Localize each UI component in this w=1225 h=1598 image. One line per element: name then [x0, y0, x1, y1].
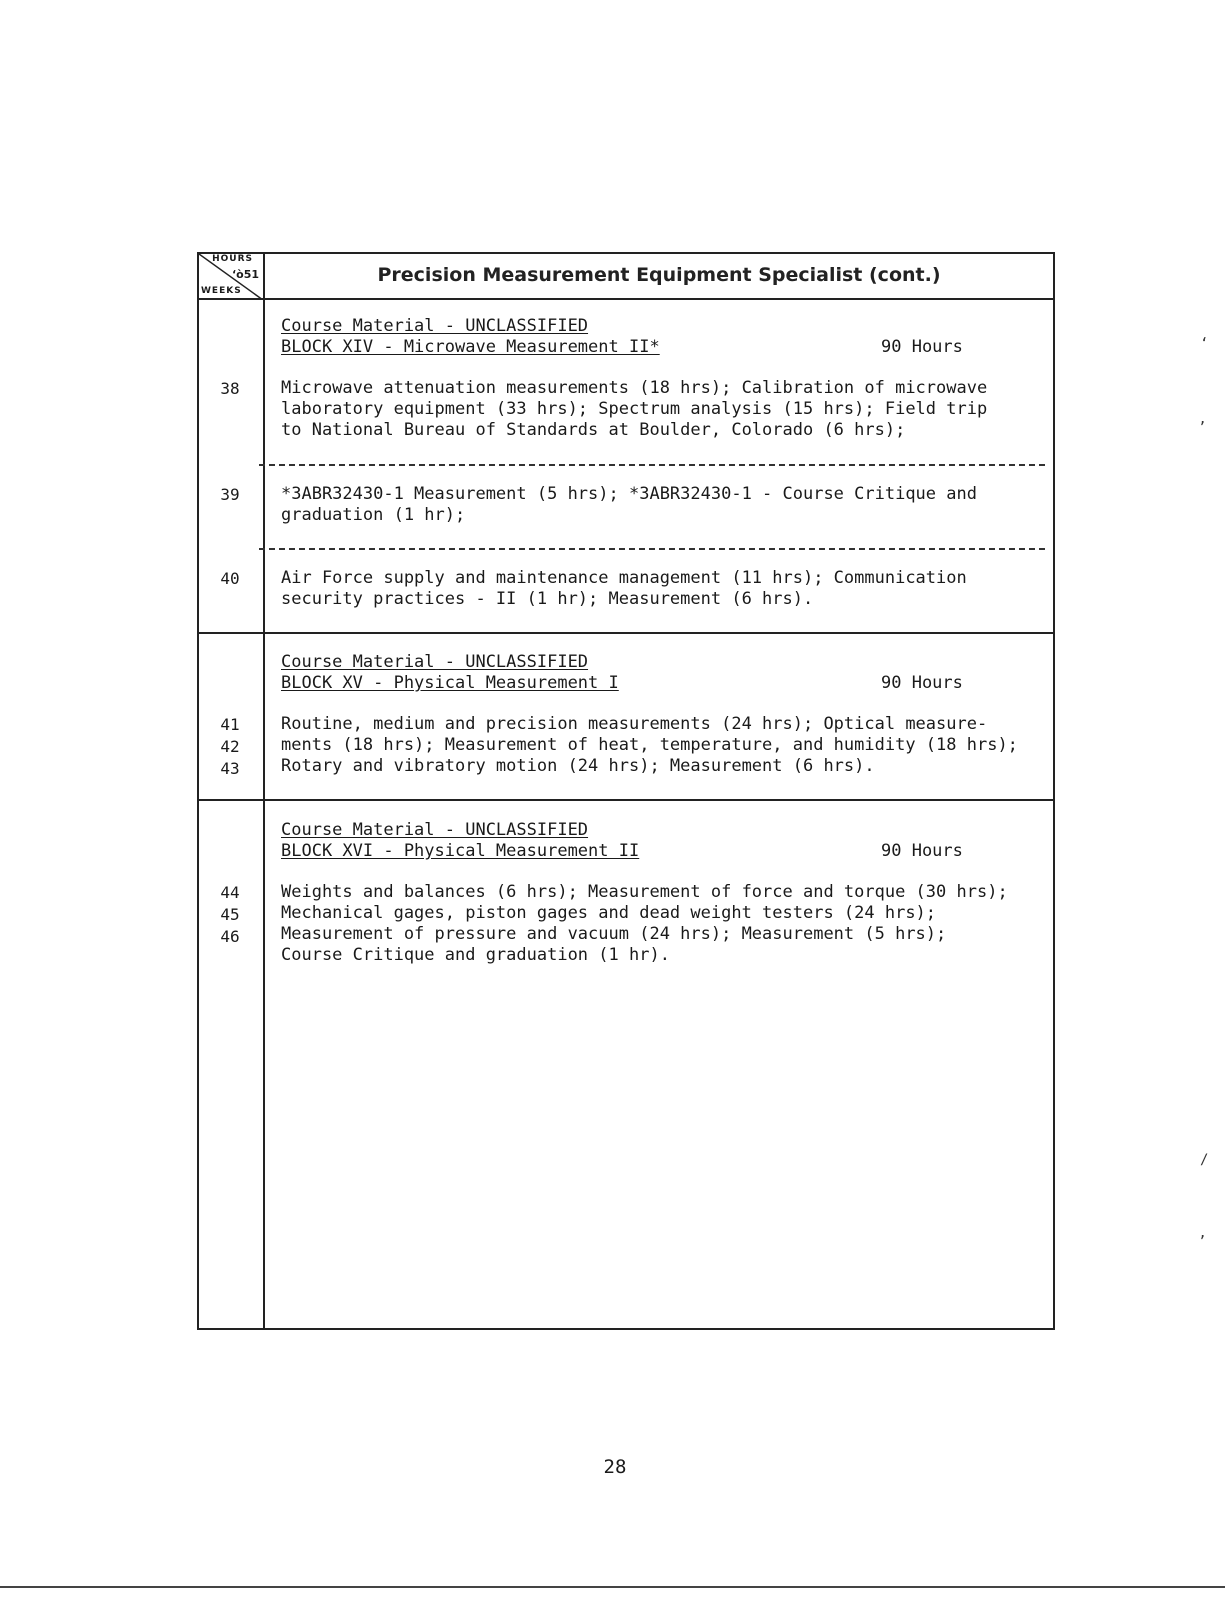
column-divider — [263, 254, 265, 1328]
page-number: 28 — [603, 1456, 627, 1478]
section-divider — [199, 632, 1053, 634]
block-xiv-description: Microwave attenuation measurements (18 hrs); Calibration of microwave laboratory equipment (33 hrs); Spectrum analysis (15 hrs); Field trip to National Bureau of Standards at Boulder, Colorado (6 hrs); — [281, 378, 988, 440]
week-numbers: 44 45 46 — [220, 883, 240, 946]
margin-mark: ’ — [1198, 1234, 1207, 1250]
week-numbers: 41 42 43 — [220, 715, 240, 778]
week-separator — [259, 548, 1045, 550]
block-xv-material: Course Material - UNCLASSIFIED — [281, 652, 589, 672]
block-xvi-description: Weights and balances (6 hrs); Measurement of force and torque (30 hrs); Mechanical gages, piston gages and dead weight testers (24 hrs); Measurement of pressure and vacuum (24 hrs); Measurement (5 hrs); Course Critique and graduation (1 hr). — [281, 882, 1008, 965]
curriculum-table — [197, 252, 1055, 1330]
block-xv-hours: 90 Hours — [881, 673, 963, 693]
week-separator — [259, 464, 1045, 466]
week-number: 38 — [220, 379, 240, 398]
block-xv-description: Routine, medium and precision measurements (24 hrs); Optical measure- ments (18 hrs); Measurement of heat, temperature, and humidity (18 hrs); Rotary and vibratory motion (24 hrs); Measurement (6 hrs). — [281, 714, 1018, 776]
table-title: Precision Measurement Equipment Specialist (cont.) — [377, 264, 941, 286]
corner-header-cell — [199, 254, 263, 300]
block-xvi-hours: 90 Hours — [881, 841, 963, 861]
block-xiv-title: BLOCK XIV - Microwave Measurement II* — [281, 337, 660, 357]
header-divider — [199, 298, 1053, 300]
week-number: 40 — [220, 569, 240, 588]
scan-edge-line — [0, 1586, 1225, 1588]
block-xv-title: BLOCK XV - Physical Measurement I — [281, 673, 619, 693]
block-xvi-material: Course Material - UNCLASSIFIED — [281, 820, 589, 840]
margin-mark: ‘ — [1200, 336, 1209, 352]
corner-label-hours: HOURS — [212, 254, 253, 264]
margin-mark: ’ — [1198, 420, 1207, 436]
block-xiv-hours: 90 Hours — [881, 337, 963, 357]
week-number: 39 — [220, 485, 240, 504]
block-xvi-title: BLOCK XVI - Physical Measurement II — [281, 841, 640, 861]
section-divider — [199, 799, 1053, 801]
corner-label-mark: ‘ò51 — [231, 268, 259, 281]
block-xiv-material: Course Material - UNCLASSIFIED — [281, 316, 589, 336]
margin-mark: / — [1200, 1152, 1209, 1168]
week-40-description: Air Force supply and maintenance management (11 hrs); Communication security practices - II (1 hr); Measurement (6 hrs). — [281, 568, 967, 609]
corner-label-weeks: WEEKS — [201, 286, 242, 296]
week-39-description: *3ABR32430-1 Measurement (5 hrs); *3ABR32430-1 - Course Critique and graduation (1 hr); — [281, 484, 977, 525]
